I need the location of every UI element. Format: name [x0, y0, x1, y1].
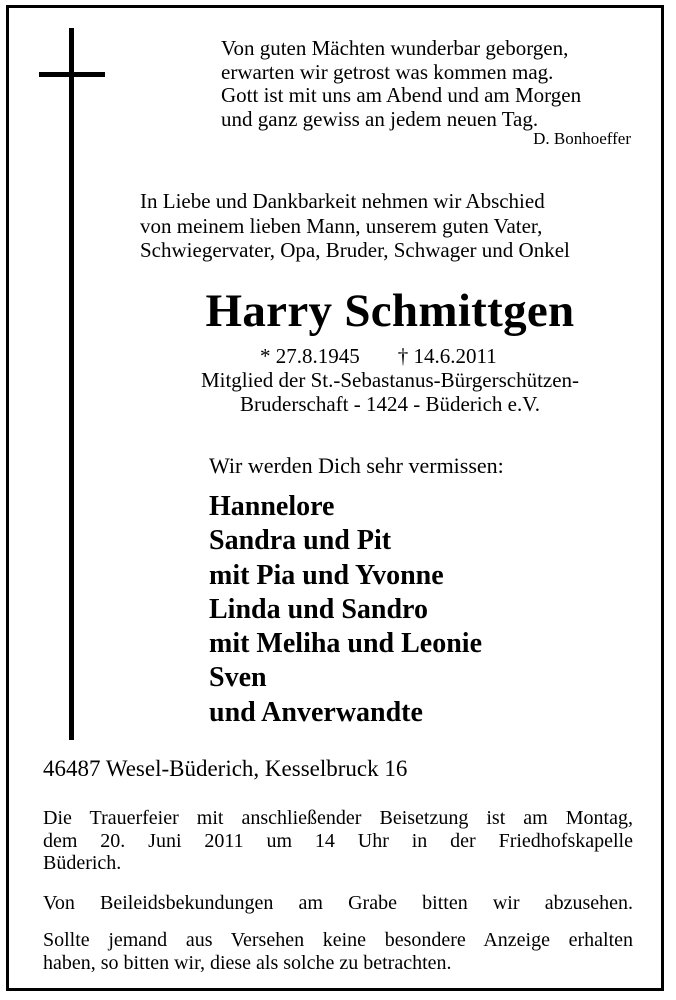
intro-line: In Liebe und Dankbarkeit nehmen wir Abschied [140, 189, 545, 213]
family-address: 46487 Wesel-Büderich, Kesselbruck 16 [43, 756, 408, 781]
poem-line: Gott ist mit uns am Abend und am Morgen [221, 83, 582, 107]
mourner-name: Hannelore [209, 491, 335, 522]
poem-author: D. Bonhoeffer [533, 129, 631, 148]
request-line: haben, so bitten wir, diese als solche zu betrachten. [43, 951, 452, 974]
intro-line: Schwiegervater, Opa, Bruder, Schwager und Onkel [140, 238, 570, 262]
membership-line: Mitglied der St.-Sebastanus-Bürgerschützen- [200, 368, 580, 392]
ceremony-line: Büderich. [43, 852, 122, 874]
mourner-name: mit Meliha und Leonie [209, 628, 483, 660]
poem-line: und ganz gewiss an jedem neuen Tag. [221, 106, 539, 131]
ceremony-notice [43, 807, 633, 875]
birth-date: * 27.8.1945 [260, 344, 360, 368]
mourner-name: mit Pia und Yvonne [209, 559, 444, 591]
request-notice [43, 929, 633, 974]
membership-note [0, 368, 676, 416]
condolence-notice [43, 892, 633, 915]
ceremony-line: Die Trauerfeier mit anschließender Beisetzung ist am Montag, [43, 807, 633, 829]
poem-line: Von guten Mächten wunderbar geborgen, [221, 36, 569, 60]
request-line: Sollte jemand aus Versehen keine besondere Anzeige erhalten [43, 929, 633, 951]
condolence-line: Von Beileidsbekundungen am Grabe bitten wir abzusehen. [43, 892, 633, 914]
poem-quote [221, 37, 641, 149]
farewell-intro [140, 189, 650, 263]
mourners-heading: Wir werden Dich sehr vermissen: [209, 453, 504, 478]
mourners-list [209, 490, 482, 730]
life-dates [260, 344, 497, 368]
membership-line: Bruderschaft - 1424 - Büderich e.V. [240, 392, 540, 416]
cross-horizontal-beam [39, 72, 105, 77]
deceased-name: Harry Schmittgen [205, 285, 575, 337]
mourner-name: Sven [209, 662, 267, 694]
mourner-name: Sandra und Pit [209, 525, 392, 557]
mourner-name: und Anverwandte [209, 696, 423, 728]
intro-line: von meinem lieben Mann, unserem guten Vater, [140, 213, 543, 238]
ceremony-line: dem 20. Juni 2011 um 14 Uhr in der Friedhofskapelle [43, 829, 633, 852]
poem-line: erwarten wir getrost was kommen mag. [221, 59, 554, 84]
mourner-name: Linda und Sandro [209, 593, 428, 625]
death-date: † 14.6.2011 [397, 344, 497, 368]
